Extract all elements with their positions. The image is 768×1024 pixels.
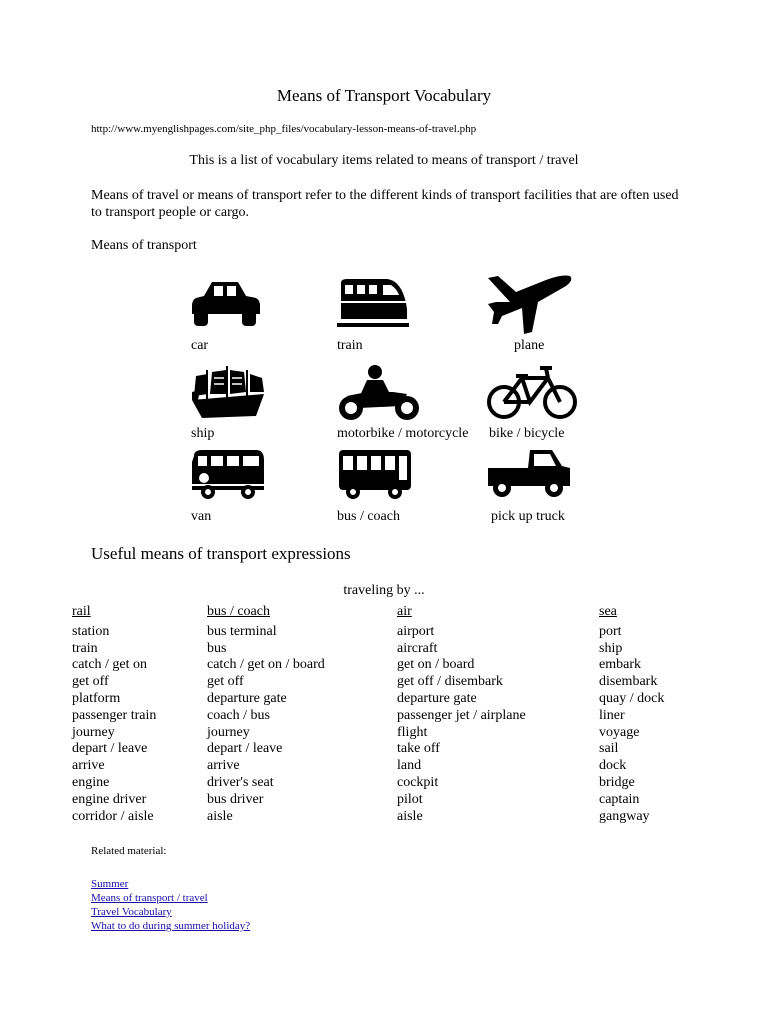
list-item: passenger jet / airplane: [397, 707, 526, 723]
list-item: captain: [599, 791, 640, 807]
list-item: liner: [599, 707, 625, 723]
icon-label-pickup-truck: pick up truck: [491, 509, 565, 524]
list-item: coach / bus: [207, 707, 270, 723]
list-item: airport: [397, 623, 435, 639]
related-link-means-of-transport[interactable]: Means of transport / travel: [91, 892, 208, 904]
icon-label-bus: bus / coach: [337, 509, 400, 524]
icon-label-train: train: [337, 338, 363, 353]
list-item: departure gate: [207, 690, 287, 706]
list-item: get off: [207, 674, 244, 690]
ship-icon: [190, 364, 268, 420]
list-item: aircraft: [397, 640, 438, 656]
list-item: voyage: [599, 724, 640, 740]
section-heading: Means of transport: [91, 238, 197, 253]
bicycle-icon: [486, 364, 578, 422]
list-item: get off: [72, 674, 109, 690]
related-links: [91, 877, 250, 933]
list-item: gangway: [599, 808, 650, 824]
list-item: cockpit: [397, 774, 439, 790]
plane-icon: [486, 272, 574, 334]
icon-label-van: van: [191, 509, 212, 524]
list-item: depart / leave: [207, 741, 283, 757]
column-rail: [72, 604, 156, 825]
related-link-summer[interactable]: Summer: [91, 878, 129, 890]
list-item: disembark: [599, 674, 658, 690]
icon-label-bicycle: bike / bicycle: [489, 426, 565, 441]
train-icon: [337, 279, 409, 329]
motorbike-icon: [337, 364, 421, 422]
description-paragraph: Means of travel or means of transport refer to the different kinds of transport facilities that are often used to transport people or cargo.: [91, 188, 679, 220]
list-item: driver's seat: [207, 774, 274, 790]
intro-text: This is a list of vocabulary items related to means of transport / travel: [189, 153, 579, 168]
column-header: air: [397, 604, 412, 619]
list-item: catch / get on / board: [207, 657, 325, 673]
icon-label-car: car: [191, 338, 209, 353]
list-item: corridor / aisle: [72, 808, 154, 824]
list-item: embark: [599, 657, 641, 673]
list-item: catch / get on: [72, 657, 148, 673]
list-item: engine: [72, 774, 110, 790]
list-item: platform: [72, 690, 121, 706]
icon-label-plane: plane: [514, 338, 545, 353]
column-header: bus / coach: [207, 604, 270, 619]
bus-icon: [337, 448, 413, 500]
list-item: passenger train: [72, 707, 157, 723]
list-item: land: [397, 758, 422, 774]
list-item: arrive: [72, 758, 105, 774]
page-title: Means of Transport Vocabulary: [276, 86, 492, 105]
traveling-by-label: traveling by ...: [343, 583, 425, 598]
list-item: quay / dock: [599, 690, 665, 706]
list-item: journey: [207, 724, 250, 740]
column-header: rail: [72, 604, 91, 619]
related-link-travel-vocabulary[interactable]: Travel Vocabulary: [91, 906, 172, 918]
list-item: dock: [599, 758, 627, 774]
pickup-truck-icon: [486, 446, 572, 502]
related-material-label: Related material:: [91, 845, 167, 857]
list-item: bus: [207, 640, 227, 656]
list-item: port: [599, 623, 622, 639]
list-item: sail: [599, 741, 619, 757]
list-item: station: [72, 623, 110, 639]
list-item: bus terminal: [207, 623, 277, 639]
related-link-summer-holiday[interactable]: What to do during summer holiday?: [91, 920, 251, 932]
list-item: depart / leave: [72, 741, 148, 757]
column-header: sea: [599, 604, 617, 619]
column-bus-coach: [207, 604, 325, 825]
list-item: flight: [397, 724, 428, 740]
list-item: aisle: [397, 808, 423, 824]
source-url: http://www.myenglishpages.com/site_php_files/vocabulary-lesson-means-of-travel.php: [91, 123, 477, 135]
icon-label-motorbike: motorbike / motorcycle: [337, 426, 469, 441]
list-item: arrive: [207, 758, 240, 774]
van-icon: [190, 448, 266, 500]
car-icon: [190, 280, 260, 328]
list-item: engine driver: [72, 791, 147, 807]
list-item: bridge: [599, 774, 635, 790]
list-item: journey: [72, 724, 115, 740]
list-item: get on / board: [397, 657, 475, 673]
list-item: pilot: [397, 791, 423, 807]
list-item: ship: [599, 640, 623, 656]
column-air: [397, 604, 526, 825]
column-sea: [599, 604, 664, 825]
list-item: take off: [397, 741, 440, 757]
expressions-heading: Useful means of transport expressions: [91, 544, 351, 563]
list-item: departure gate: [397, 690, 477, 706]
list-item: train: [72, 640, 98, 656]
icon-label-ship: ship: [191, 426, 215, 441]
list-item: get off / disembark: [397, 674, 503, 690]
list-item: bus driver: [207, 791, 264, 807]
list-item: aisle: [207, 808, 233, 824]
